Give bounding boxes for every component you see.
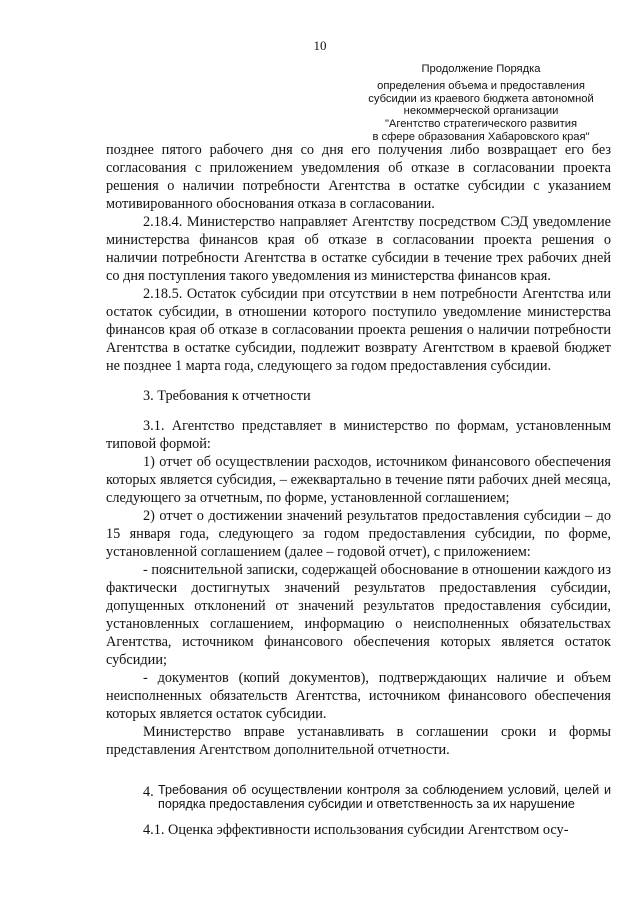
header-line: субсидии из краевого бюджета автономной — [368, 92, 594, 105]
header-line: некоммерческой организации — [403, 105, 559, 118]
paragraph-explanatory-note: - пояснительной записки, содержащей обоснование в отношении каждого из фактически достигнутых значений результатов предоставления субсидии, допущенных отклонений от значений результатов предоставления субсидии, установленных соглашением, информацию о неисполненных обязательствах Агентства, источником финансового обеспечения которых является остаток субсидии; — [106, 562, 611, 668]
continuation-header — [350, 63, 612, 144]
section-4-title: Требования об осуществлении контроля за соблюдением условий, целей и порядка предоставления субсидии и ответственность за их нарушение — [158, 783, 611, 811]
section-4-number: 4. — [143, 784, 154, 800]
header-line: "Агентство стратегического развития — [384, 118, 578, 131]
paragraph-item-2: 2) отчет о достижении значений результатов предоставления субсидии – до 15 января года, следующего за годом предоставления субсидии, по форме, установленной соглашением (далее – годовой отчет), с приложением: — [106, 508, 611, 560]
paragraph-additional-reporting: Министерство вправе устанавливать в соглашении сроки и формы представления Агентством дополнительной отчетности. — [106, 724, 611, 758]
header-line: определения объема и предоставления — [377, 79, 585, 92]
header-title: Продолжение Порядка — [421, 63, 541, 75]
paragraph-documents: - документов (копий документов), подтверждающих наличие и объем неисполненных обязательств Агентства, источником финансового обеспечения которых является остаток субсидии. — [106, 670, 611, 722]
paragraph-4-1: 4.1. Оценка эффективности использования субсидии Агентством осу- — [143, 822, 569, 838]
paragraph: позднее пятого рабочего дня со дня его получения либо возвращает его без согласования с приложением уведомления об отказе в согласовании проекта решения о наличии потребности Агентства в остатке субсидии с указанием мотивированного обоснования отказа в согласовании. — [106, 142, 611, 212]
paragraph-item-1: 1) отчет об осуществлении расходов, источником финансового обеспечения которых является субсидия, – ежеквартально в течение пяти рабочих дней месяца, следующего за отчетным, по форме, установленной соглашением; — [106, 454, 611, 506]
paragraph-2-18-5: 2.18.5. Остаток субсидии при отсутствии в нем потребности Агентства или остаток субсидии, в отношении которого поступило уведомление министерства финансов края об отказе в согласовании проекта решения о наличии потребности Агентства в остатке субсидии, подлежит возврату Агентством в краевой бюджет не позднее 1 марта года, следующего за годом предоставления субсидии. — [106, 286, 611, 374]
section-heading-3: 3. Требования к отчетности — [143, 388, 311, 404]
header-line: в сфере образования Хабаровского края" — [372, 130, 590, 143]
paragraph-2-18-4: 2.18.4. Министерство направляет Агентству посредством СЭД уведомление министерства финансов края об отказе в согласовании проекта решения о наличии потребности Агентства в остатке субсидии в течение трех рабочих дней со дня поступления такого уведомления из министерства финансов края. — [106, 214, 611, 284]
section-heading-4 — [106, 783, 611, 811]
page-number: 10 — [313, 38, 327, 53]
paragraph-3-1: 3.1. Агентство представляет в министерство по формам, установленным типовой формой: — [106, 418, 611, 452]
document-body — [106, 141, 611, 839]
